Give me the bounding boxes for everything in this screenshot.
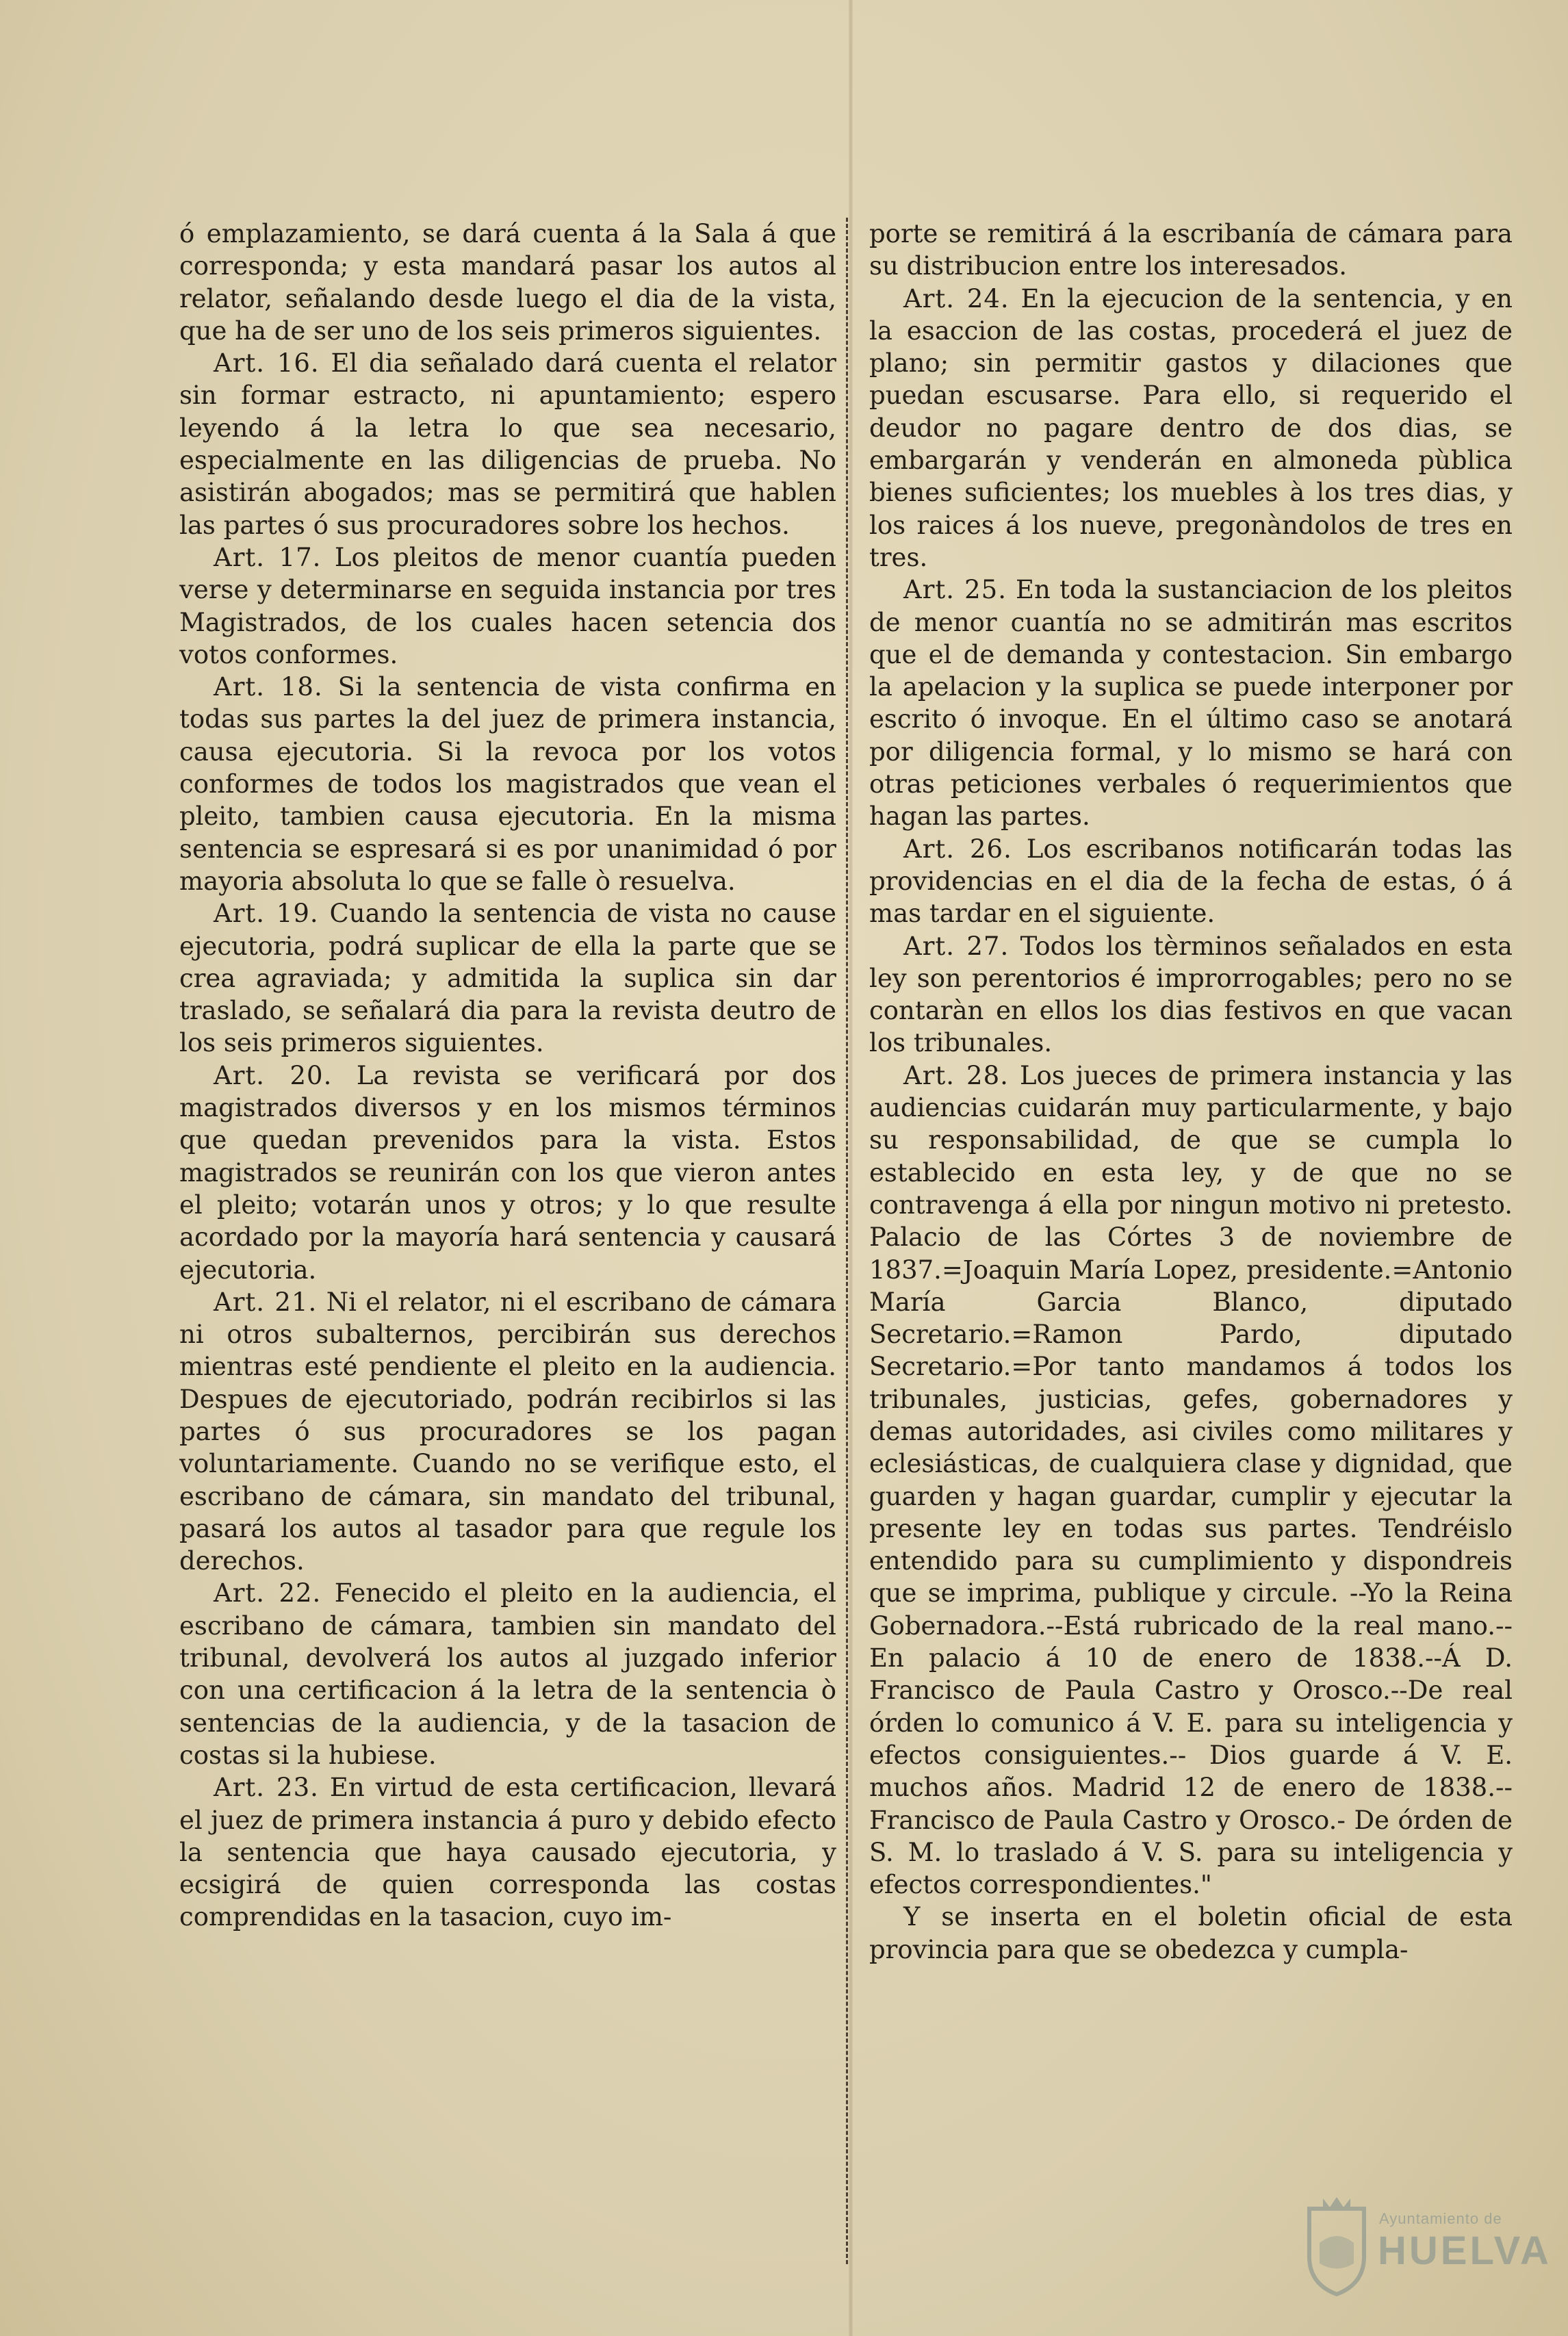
- article-22: Art. 22. Fenecido el pleito en la audiencia, el escribano de cámara, tambien sin mandato del tribunal, devolverá los autos al juzgado inferior con una certificacion á la letra de la sentencia ò sentencias de la audiencia, y de la tasacion de costas si la hubiese.: [179, 1578, 836, 1770]
- right-column: [869, 218, 1513, 1966]
- article-20: Art. 20. La revista se verificará por dos magistrados diversos y en los mismos términos que quedan prevenidos para la vista. Estos magistrados se reunirán con los que vieron antes el pleito; votarán unos y otros; y lo que resulte acordado por la mayoría hará sentencia y causará ejecutoria.: [179, 1060, 836, 1285]
- article-27: Art. 27. Todos los tèrminos señalados en esta ley son perentorios é improrrogables; pero no se contaràn en ellos los dias festivos en que vacan los tribunales.: [869, 931, 1513, 1058]
- shield-icon: [1302, 2195, 1371, 2298]
- page-crease: [849, 0, 853, 2336]
- left-column: [179, 218, 836, 1934]
- article-17: Art. 17. Los pleitos de menor cuantía pueden verse y determinarse en seguida instancia por tres Magistrados, de los cuales hacen setencia dos votos conformes.: [179, 542, 837, 669]
- paragraph: porte se remitirá á la escribanía de cámara para su distribucion entre los interesados.: [869, 219, 1513, 281]
- watermark-line1: Ayuntamiento de: [1379, 2210, 1502, 2227]
- article-19: Art. 19. Cuando la sentencia de vista no cause ejecutoria, podrá suplicar de ella la parte que se crea agraviada; y admitida la suplica sin dar traslado, se señalará dia para la revista deutro de los seis primeros siguientes.: [179, 899, 836, 1058]
- article-24: Art. 24. En la ejecucion de la sentencia, y en la esaccion de las costas, procederá el juez de plano; sin permitir gastos y dilaciones que puedan escusarse. Para ello, si requerido el deudor no pagare dentro de dos dias, se embargarán y venderán en almoneda pùblica bienes suficientes; los muebles à los tres dias, y los raices á los nueve, pregonàndolos de tres en tres.: [869, 283, 1513, 572]
- article-25: Art. 25. En toda la sustanciacion de los pleitos de menor cuantía no se admitirán mas escritos que el de demanda y contestacion. Sin embargo la apelacion y la suplica se puede interponer por escrito ó invoque. En el último caso se anotará por diligencia formal, y lo mismo se hará con otras peticiones verbales ó requerimientos que hagan las partes.: [869, 575, 1513, 832]
- column-divider: [846, 218, 848, 2264]
- article-18: Art. 18. Si la sentencia de vista confirma en todas sus partes la del juez de primera instancia, causa ejecutoria. Si la revoca por los votos conformes de todos los magistrados que vean el pleito, tambien causa ejecutoria. En la misma sentencia se espresará si es por unanimidad ó por mayoria absoluta lo que se falle ò resuelva.: [179, 672, 836, 896]
- article-28: Art. 28. Los jueces de primera instancia y las audiencias cuidarán muy particularmente, y bajo su responsabilidad, de que se cumpla lo establecido en esta ley, y de que no se contravenga á ella por ningun motivo ni pretesto. Palacio de las Córtes 3 de noviembre de 1837.=Joaquin María Lopez, presidente.=Antonio María Garcia Blanco, diputado Secretario.=Ramon Pardo, diputado Secretario.=Por tanto mandamos á todos los tribunales, justicias, gefes, gobernadores y demas autoridades, asi civiles como militares y eclesiásticas, de cualquiera clase y dignidad, que guarden y hagan guardar, cumplir y ejecutar la presente ley en todas sus partes. Tendréislo entendido para su cumplimiento y dispondreis que se imprima, publique y circule. --Yo la Reina Gobernadora.--Está rubricado de la real mano.--En palacio á 10 de enero de 1838.--Á D. Francisco de Paula Castro y Orosco.--De real órden lo comunico á V. E. para su inteligencia y efectos consiguientes.-- Dios guarde á V. E. muchos años. Madrid 12 de enero de 1838.--Francisco de Paula Castro y Orosco.- De órden de S. M. lo traslado á V. S. para su inteligencia y efectos correspondientes.": [869, 1060, 1513, 1900]
- closing-paragraph: Y se inserta en el boletin oficial de esta provincia para que se obedezca y cumpla-: [869, 1902, 1513, 1964]
- article-23: Art. 23. En virtud de esta certificacion, llevará el juez de primera instancia á puro y debido efecto la sentencia que haya causado ejecutoria, y ecsigirá de quien corresponda las costas comprendidas en la tasacion, cuyo im-: [179, 1773, 837, 1932]
- article-16: Art. 16. El dia señalado dará cuenta el relator sin formar estracto, ni apuntamiento; espero leyendo á la letra lo que sea necesario, especialmente en las diligencias de prueba. No asistirán abogados; mas se permitirá que hablen las partes ó sus procuradores sobre los hechos.: [179, 348, 836, 540]
- watermark-logo: [1302, 2195, 1552, 2305]
- watermark-line2: HUELVA: [1378, 2229, 1552, 2273]
- paragraph: ó emplazamiento, se dará cuenta á la Sala á que corresponda; y esta mandará pasar los autos al relator, señalando desde luego el dia de la vista, que ha de ser uno de los seis primeros siguientes.: [179, 219, 836, 346]
- article-21: Art. 21. Ni el relator, ni el escribano de cámara ni otros subalternos, percibirán sus derechos mientras esté pendiente el pleito en la audiencia. Despues de ejecutoriado, podrán recibirlos si las partes ó sus procuradores se los pagan voluntariamente. Cuando no se verifique esto, el escribano de cámara, sin mandato del tribunal, pasará los autos al tasador para que regule los derechos.: [179, 1287, 837, 1576]
- article-26: Art. 26. Los escribanos notificarán todas las providencias en el dia de la fecha de estas, ó á mas tardar en el siguiente.: [869, 834, 1513, 929]
